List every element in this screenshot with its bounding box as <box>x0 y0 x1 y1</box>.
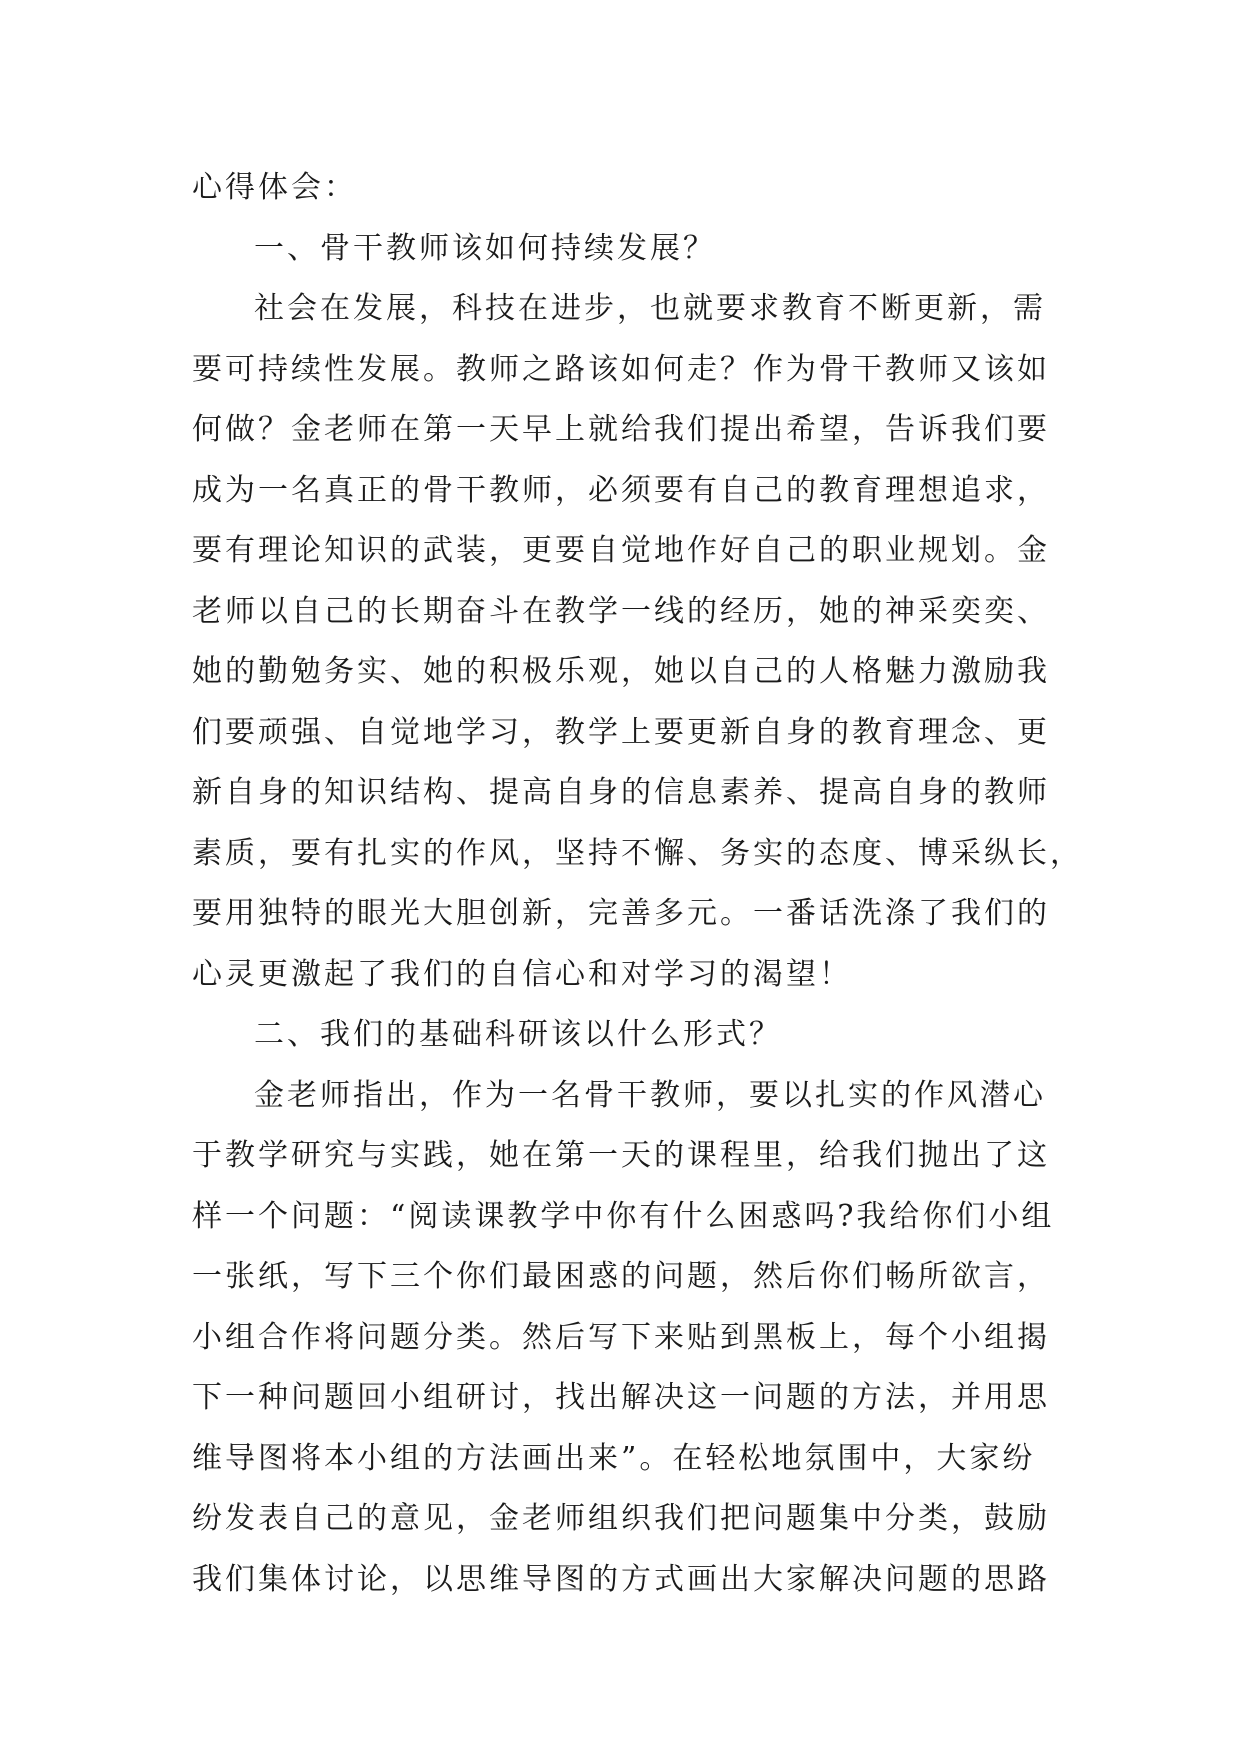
section-heading-2: 二、我们的基础科研该以什么形式？ <box>254 1017 782 1052</box>
paragraph-line: 们要顽强、自觉地学习，教学上要更新自身的教育理念、更 <box>192 714 1050 750</box>
paragraph-line: 社会在发展，科技在进步，也就要求教育不断更新，需 <box>254 291 1046 326</box>
paragraph-line: 老师以自己的长期奋斗在教学一线的经历，她的神采奕奕、 <box>192 593 1050 629</box>
paragraph-line: 要有理论知识的武装，更要自觉地作好自己的职业规划。金 <box>192 533 1050 568</box>
paragraph-line: 小组合作将问题分类。然后写下来贴到黑板上，每个小组揭 <box>192 1319 1050 1355</box>
paragraph-line: 何做？金老师在第一天早上就给我们提出希望，告诉我们要 <box>192 412 1050 447</box>
section-heading-1: 一、骨干教师该如何持续发展？ <box>254 230 716 266</box>
line-heading: 心得体会： <box>192 170 357 205</box>
paragraph-line: 下一种问题回小组研讨，找出解决这一问题的方法，并用思 <box>192 1380 1050 1415</box>
paragraph-line: 要用独特的眼光大胆创新，完善多元。一番话洗涤了我们的 <box>192 896 1050 931</box>
paragraph-line: 心灵更激起了我们的自信心和对学习的渴望！ <box>192 956 852 992</box>
paragraph-line: 成为一名真正的骨干教师，必须要有自己的教育理想追求， <box>192 472 1050 508</box>
paragraph-line: 素质，要有扎实的作风，坚持不懈、务实的态度、博采纵长， <box>192 835 1083 871</box>
paragraph-line: 一张纸，写下三个你们最困惑的问题，然后你们畅所欲言， <box>192 1259 1050 1294</box>
paragraph-line: 金老师指出，作为一名骨干教师，要以扎实的作风潜心 <box>254 1077 1046 1113</box>
paragraph-line: 她的勤勉务实、她的积极乐观，她以自己的人格魅力激励我 <box>192 654 1050 689</box>
paragraph-line: 维导图将本小组的方法画出来”。在轻松地氛围中，大家纷 <box>192 1440 1036 1476</box>
paragraph-line: 我们集体讨论，以思维导图的方式画出大家解决问题的思路 <box>192 1561 1050 1597</box>
document-body <box>192 158 1083 1610</box>
paragraph-line: 新自身的知识结构、提高自身的信息素养、提高自身的教师 <box>192 775 1050 810</box>
paragraph-line: 于教学研究与实践，她在第一天的课程里，给我们抛出了这 <box>192 1138 1050 1173</box>
paragraph-line: 样一个问题：“阅读课教学中你有什么困惑吗?我给你们小组 <box>192 1198 1055 1234</box>
paragraph-line: 纷发表自己的意见，金老师组织我们把问题集中分类，鼓励 <box>192 1501 1050 1536</box>
paragraph-line: 要可持续性发展。教师之路该如何走？作为骨干教师又该如 <box>192 351 1050 387</box>
